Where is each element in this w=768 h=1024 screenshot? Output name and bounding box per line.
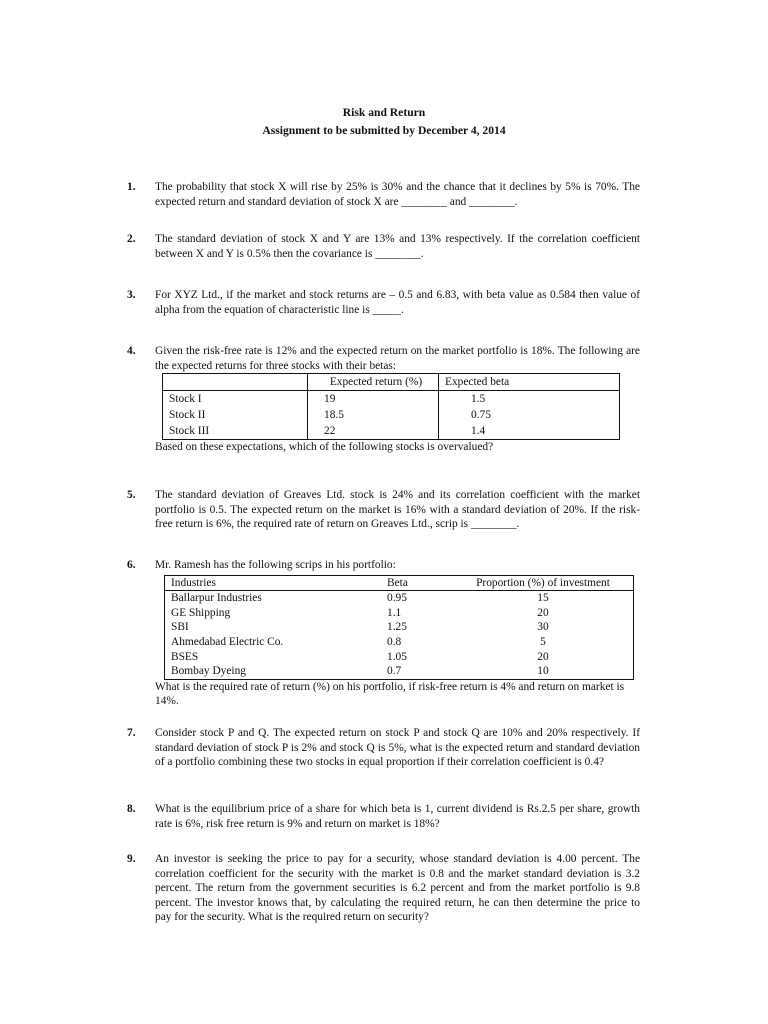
table-cell: 0.95 [387,592,407,605]
table-cell: 1.25 [387,621,407,634]
table-cell: Stock III [163,423,308,440]
question-text: For XYZ Ltd., if the market and stock returns are – 0.5 and 6.83, with beta value as 0.584 then value of alpha from the equation of characteristic line is _____. [155,289,640,316]
question-text: An investor is seeking the price to pay for a security, whose standard deviation is 4.00 percent. The correlation coefficient for the security with the market is 0.8 and the market standard deviation is 3.2 percent. The return from the government securities is 6.2 percent and from the market portfolio is 9.8 percent. The investor knows that, by calculating the required return, he can then determine the price to pay for the security. What is the required return on security? [155,853,640,924]
question-2 [127,232,640,261]
table-row [165,635,634,650]
question-7 [127,726,640,770]
question-number: 2. [127,233,136,245]
table-cell: 1.4 [439,423,620,440]
table-row [165,591,634,606]
question-text: Given the risk-free rate is 12% and the expected return on the market portfolio is 18%. The following are the expected returns for three stocks with their betas: [155,345,640,372]
table-cell: 20 [537,650,549,663]
table-cell: 0.75 [439,407,620,423]
table-header-row [163,374,620,391]
table-cell: 30 [537,621,549,634]
table-cell: SBI [171,621,189,634]
table-header-cell [163,374,308,391]
question-text: The standard deviation of stock X and Y are 13% and 13% respectively. If the correlation coefficient between X and Y is 0.5% then the covariance is ________. [155,233,640,260]
table-cell: 5 [540,635,546,648]
document-subtitle: Assignment to be submitted by December 4, 2014 [262,124,506,137]
question-5 [127,488,640,532]
table-row [163,423,620,440]
question-text: The standard deviation of Greaves Ltd. stock is 24% and its correlation coefficient with the market portfolio is 0.5. The expected return on the market is 16% with a standard deviation of 20%. If the risk-free return is 6%, the required rate of return on Greaves Ltd., scrip is ________. [155,489,640,531]
table-header-cell: Industries [165,575,382,591]
table-cell: Stock I [163,391,308,408]
table-row [165,606,634,621]
table-cell: 20 [537,606,549,619]
portfolio-table [164,575,634,680]
question-number: 9. [127,853,136,865]
question-4 [127,344,640,455]
table-row [163,407,620,423]
question-text: Consider stock P and Q. The expected return on stock P and stock Q are 10% and 20% respectively. If standard deviation of stock P is 2% and stock Q is 5%, what is the expected return and standard deviation of a portfolio combining these two stocks in equal proportion if their correlation coefficient is 0.4? [155,727,640,769]
table-cell: 18.5 [308,407,439,423]
table-cell: GE Shipping [171,606,231,619]
question-number: 5. [127,489,136,501]
table-cell: Ahmedabad Electric Co. [171,635,284,648]
table-cell: BSES [171,650,199,663]
question-number: 4. [127,345,136,357]
table-cell: 10 [537,665,549,678]
table-cell: 0.8 [387,635,402,648]
question-text: Mr. Ramesh has the following scrips in his portfolio: [155,559,396,571]
table-header-cell: Expected return (%) [308,374,439,391]
table-cell: 15 [537,592,549,605]
table-header-cell: Beta [381,575,447,591]
table-cell: 1.1 [387,606,402,619]
table-row [163,391,620,408]
question-number: 8. [127,803,136,815]
table-cell: Bombay Dyeing [171,665,246,678]
table-cell: 0.7 [387,665,402,678]
table-cell: Stock II [163,407,308,423]
question-1 [127,180,640,209]
expected-returns-table [162,373,620,440]
question-number: 7. [127,727,136,739]
question-number: 3. [127,289,136,301]
document-title: Risk and Return [342,106,426,119]
table-row [165,664,634,679]
question-3 [127,288,640,317]
table-cell: 22 [308,423,439,440]
question-8 [127,802,640,831]
question-number: 1. [127,181,136,193]
question-followup: What is the required rate of return (%) on his portfolio, if risk-free return is 4% and return on market is 14%. [155,680,625,708]
table-header-cell: Expected beta [439,374,620,391]
table-cell: 1.05 [387,650,407,663]
table-cell: 1.5 [439,391,620,408]
table-row [165,620,634,635]
question-followup: Based on these expectations, which of the following stocks is overvalued? [155,441,494,454]
table-header-cell: Proportion (%) of investment [447,575,634,591]
table-row [165,650,634,665]
table-cell: Ballarpur Industries [171,592,262,605]
question-6 [127,558,640,709]
question-9 [127,852,640,925]
question-text: What is the equilibrium price of a share for which beta is 1, current dividend is Rs.2.5 per share, growth rate is 6%, risk free return is 9% and return on market is 18%? [155,803,640,830]
question-number: 6. [127,559,136,571]
question-text: The probability that stock X will rise by 25% is 30% and the chance that it declines by 5% is 70%. The expected return and standard deviation of stock X are ________ and ________. [155,181,640,208]
table-header-row [165,575,634,591]
table-cell: 19 [308,391,439,408]
